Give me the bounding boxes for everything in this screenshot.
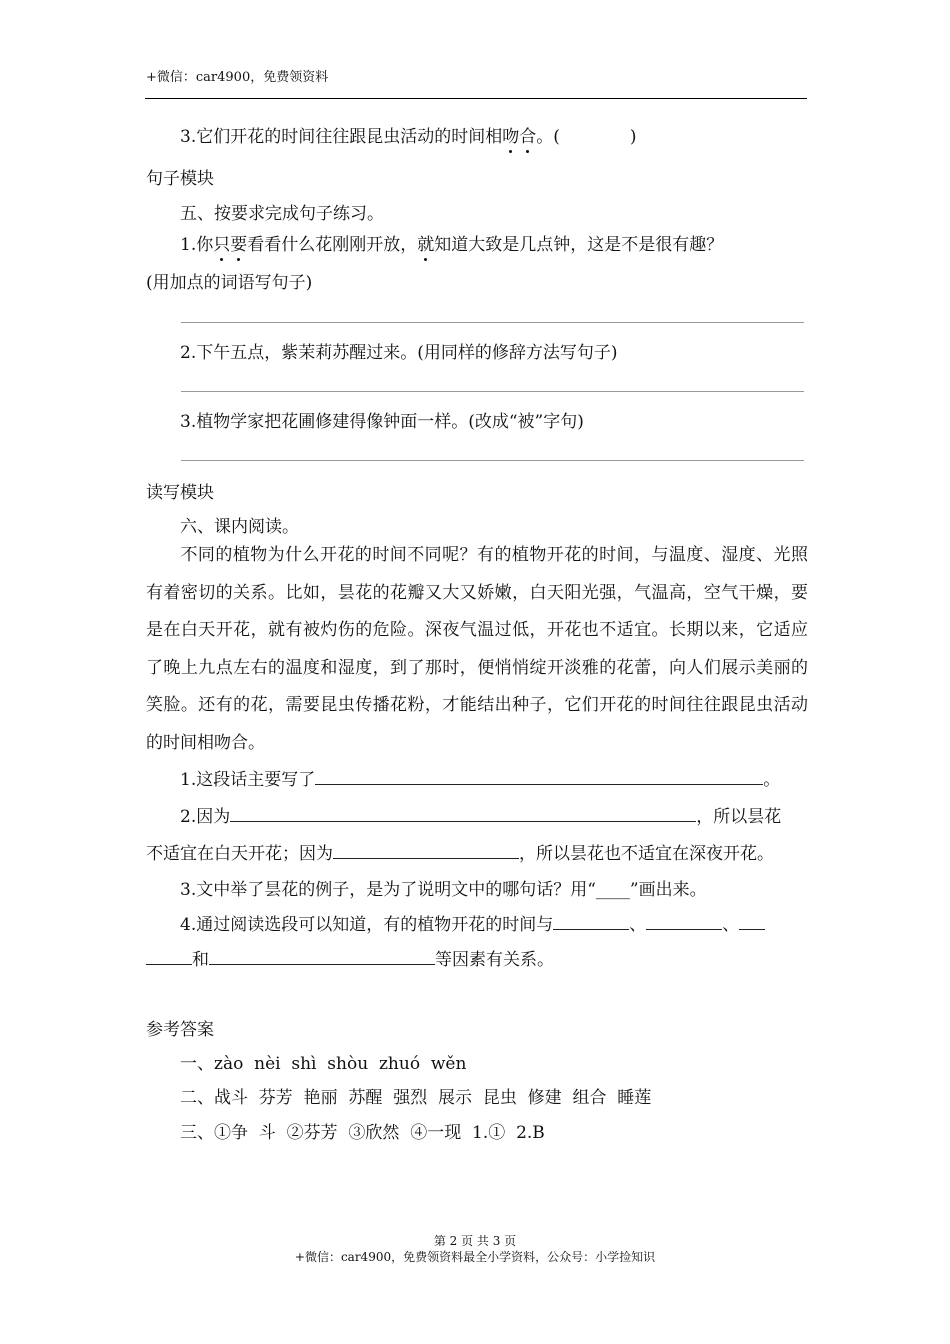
q5-item2: 2.下午五点，紫茉莉苏醒过来。(用同样的修辞方法写句子) bbox=[180, 343, 618, 363]
q6-item3: 3.文中举了昙花的例子，是为了说明文中的哪句话？用“____”画出来。 bbox=[180, 880, 707, 900]
answer-line[interactable] bbox=[181, 460, 804, 461]
page-number: 第 2 页 共 3 页 bbox=[433, 1234, 517, 1248]
answers-line-3: 三、①争 斗 ②芬芳 ③欣然 ④一现 1.① 2.B bbox=[180, 1123, 545, 1143]
q6-item1: 1.这段话主要写了 。 bbox=[180, 770, 781, 790]
q5-item1-requirement: (用加点的词语写句子) bbox=[146, 273, 313, 293]
q6-item2: 2.因为 ，所以昙花 bbox=[180, 807, 782, 827]
q6-heading: 六、课内阅读。 bbox=[180, 517, 299, 537]
reading-passage: 不同的植物为什么开花的时间不同呢？有的植物开花的时间，与温度、湿度、光照有着密切的关系。比如，昙花的花瓣又大又娇嫩，白天阳光强，气温高，空气干燥，要是在白天开花，就有被灼伤的危险。深夜气温过低，开花也不适宜。长期以来，它适应了晚上九点左右的温度和湿度，到了那时，便悄悄绽开淡雅的花蕾，向人们展示美丽的笑脸。还有的花，需要昆虫传播花粉，才能结出种子，它们开花的时间往往跟昆虫活动的时间相吻合。 bbox=[146, 545, 808, 753]
dotted-char: 合 bbox=[519, 122, 536, 147]
page-footer: +微信：car4900，免费领资料最全小学资料，公众号：小学捡知识 bbox=[294, 1250, 656, 1264]
q5-heading: 五、按要求完成句子练习。 bbox=[180, 204, 384, 224]
dotted-char: 只 bbox=[213, 230, 230, 255]
q5-item1: 1.你只要看看什么花刚刚开放，就知道大致是几点钟，这是不是很有趣？ bbox=[180, 230, 723, 255]
fill-blank[interactable] bbox=[553, 913, 629, 930]
fill-blank[interactable] bbox=[209, 948, 435, 965]
fill-blank[interactable] bbox=[333, 842, 519, 859]
header-divider bbox=[145, 98, 807, 99]
section-title-reading: 读写模块 bbox=[146, 483, 214, 503]
answers-line-1: 一、zào nèi shì shòu zhuó wěn bbox=[180, 1054, 467, 1074]
q6-item4-cont: 和 等因素有关系。 bbox=[146, 945, 554, 970]
answer-line[interactable] bbox=[181, 322, 804, 323]
fill-blank[interactable] bbox=[739, 913, 765, 930]
q4-item3: 3.它们开花的时间往往跟昆虫活动的时间相吻合。( ) bbox=[180, 122, 637, 147]
fill-blank[interactable] bbox=[646, 913, 722, 930]
dotted-char: 吻 bbox=[502, 122, 519, 147]
dotted-char: 要 bbox=[230, 230, 247, 255]
section-title-sentence: 句子模块 bbox=[146, 169, 214, 189]
answer-line[interactable] bbox=[181, 391, 804, 392]
q5-item3: 3.植物学家把花圃修建得像钟面一样。(改成“被”字句) bbox=[180, 412, 584, 432]
dotted-char: 就 bbox=[417, 230, 434, 255]
answers-line-2: 二、战斗 芬芳 艳丽 苏醒 强烈 展示 昆虫 修建 组合 睡莲 bbox=[180, 1088, 652, 1108]
q6-item4: 4.通过阅读选段可以知道，有的植物开花的时间与 、 、 bbox=[180, 910, 765, 935]
fill-blank[interactable] bbox=[146, 948, 192, 965]
page-header: +微信：car4900，免费领资料 bbox=[146, 70, 329, 85]
q6-item2-cont: 不适宜在白天开花；因为 ，所以昙花也不适宜在深夜开花。 bbox=[146, 844, 774, 864]
answers-title: 参考答案 bbox=[146, 1020, 214, 1040]
fill-blank[interactable] bbox=[315, 768, 763, 785]
fill-blank[interactable] bbox=[230, 805, 696, 822]
